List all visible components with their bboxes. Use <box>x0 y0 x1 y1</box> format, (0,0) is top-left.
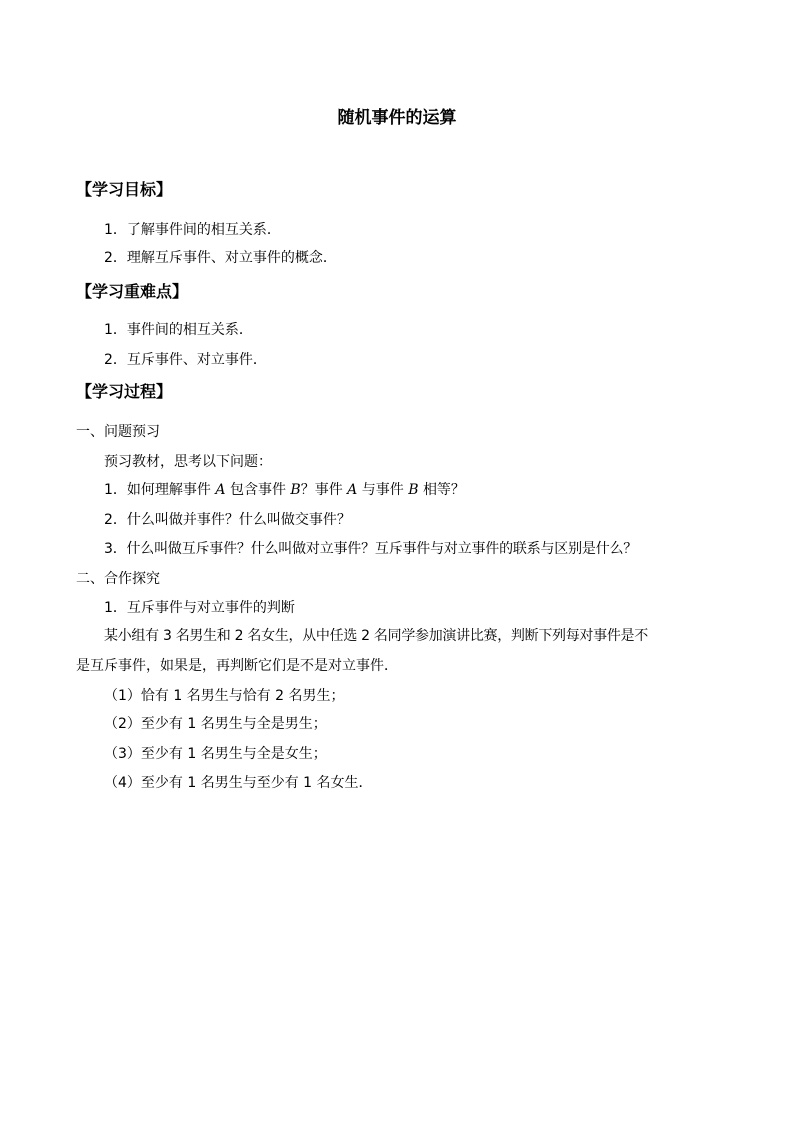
question-text: 与事件 <box>361 482 404 498</box>
case-item: （3）至少有 1 名男生与全是女生； <box>104 746 327 762</box>
case-item: （1）恰有 1 名男生与恰有 2 名男生； <box>104 688 345 704</box>
goal-item: 2．理解互斥事件、对立事件的概念． <box>104 250 337 266</box>
page-title: 随机事件的运算 <box>337 108 457 128</box>
event-variable: B <box>408 482 419 498</box>
problem-text-line: 某小组有 3 名男生和 2 名女生，从中任选 2 名同学参加演讲比赛，判断下列每对事件是不 <box>104 628 648 644</box>
case-item: （2）至少有 1 名男生与全是男生； <box>104 716 327 732</box>
question-text: ？事件 <box>300 482 343 498</box>
part-heading-preview: 一、问题预习 <box>76 424 160 440</box>
problem-text-line: 是互斥事件，如果是，再判断它们是不是对立事件． <box>76 658 398 674</box>
preview-question-2: 2．什么叫做并事件？什么叫做交事件？ <box>104 512 351 528</box>
preview-intro: 预习教材，思考以下问题： <box>104 454 272 470</box>
goal-item: 1．了解事件间的相互关系． <box>104 222 281 238</box>
question-text: 包含事件 <box>229 482 286 498</box>
section-heading-key-points: 【学习重难点】 <box>76 282 189 301</box>
question-text: 1．如何理解事件 <box>104 482 211 498</box>
explore-subheading: 1．互斥事件与对立事件的判断 <box>104 600 295 616</box>
question-text: 相等？ <box>422 482 465 498</box>
part-heading-explore: 二、合作探究 <box>76 571 160 587</box>
event-variable: B <box>290 482 301 498</box>
key-point-item: 2．互斥事件、对立事件． <box>104 352 267 368</box>
section-heading-goals: 【学习目标】 <box>76 180 173 199</box>
event-variable: A <box>347 482 358 498</box>
preview-question-1 <box>104 480 465 500</box>
event-variable: A <box>215 482 226 498</box>
case-item: （4）至少有 1 名男生与至少有 1 名女生． <box>104 775 373 791</box>
preview-question-3: 3．什么叫做互斥事件？什么叫做对立事件？互斥事件与对立事件的联系与区别是什么？ <box>104 541 638 557</box>
section-heading-process: 【学习过程】 <box>76 382 173 401</box>
key-point-item: 1．事件间的相互关系． <box>104 322 253 338</box>
